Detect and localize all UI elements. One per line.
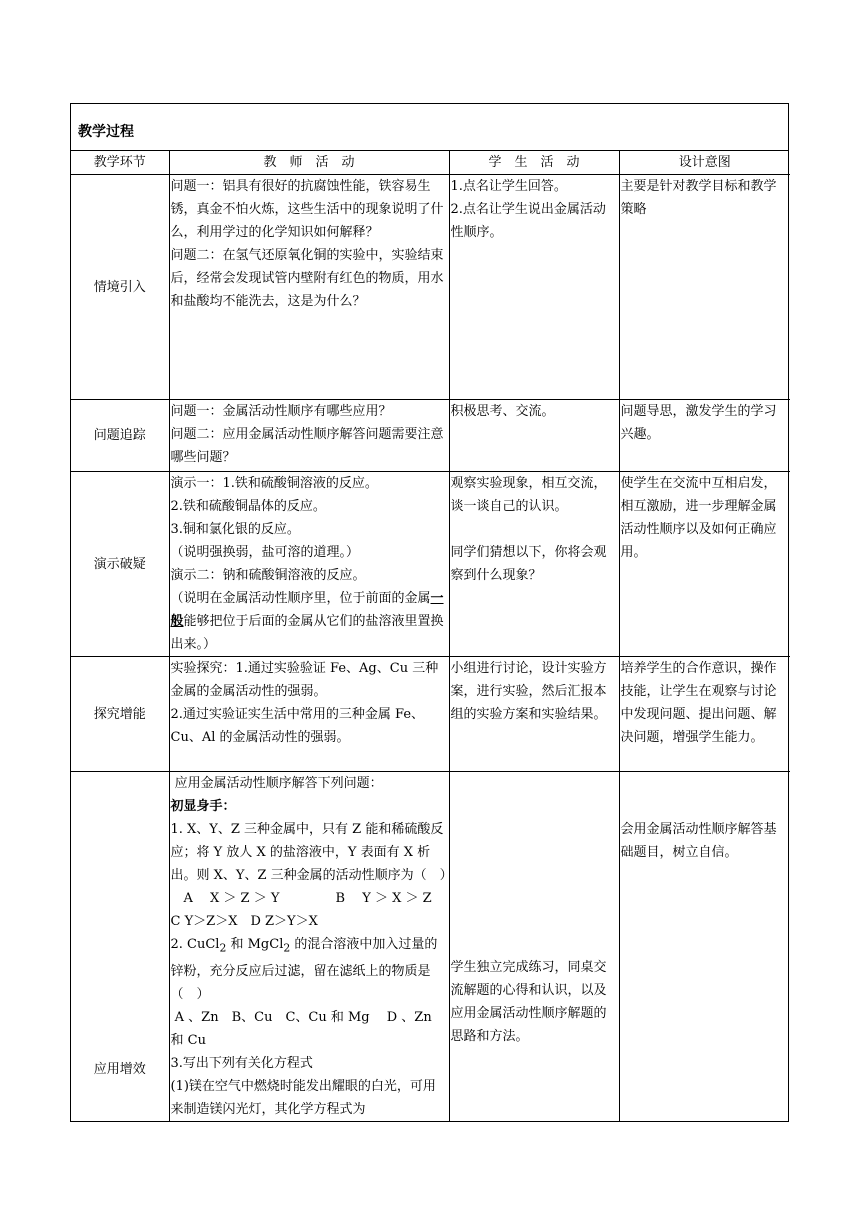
table-row — [71, 175, 790, 400]
teacher-text: 演示二：钠和硫酸铜溶液的反应。 — [170, 568, 366, 583]
question-1: 1. X、Y、Z 三种金属中，只有 Z 能和稀硫酸反应；将 Y 放人 X 的盐溶液中，Y 表面有 X 析出。则 X、Y、Z 三种金属的活动性顺序为（ ） — [170, 822, 453, 883]
teacher-text: 问题二：在氢气还原氧化铜的实验中，实验结束后，经常会发现试管内壁附有红色的物质，用水和盐酸均不能洗去，这是为什么？ — [170, 248, 444, 309]
q2-subscript: 2 — [283, 941, 291, 955]
student-cell — [449, 400, 619, 472]
intent-text: 问题导思，激发学生的学习兴趣。 — [620, 404, 777, 442]
q2-text: 的混合溶液中加入过量的锌粉，充分反应后过滤，留在滤纸上的物质是（ ） — [170, 937, 438, 1002]
student-cell — [449, 772, 619, 1121]
teacher-text: 2.通过实验证实生活中常用的三种金属 Fe、Cu、Al 的金属活动性的强弱。 — [170, 707, 425, 745]
teacher-text: 演示一：1.铁和硫酸铜溶液的反应。 — [170, 476, 378, 491]
teacher-cell — [169, 175, 449, 400]
stage-cell: 探究增能 — [71, 657, 169, 772]
intent-cell — [619, 657, 790, 772]
stage-cell: 演示破疑 — [71, 472, 169, 657]
teaching-process-table — [71, 151, 790, 1121]
q2-subscript: 2 — [219, 941, 227, 955]
teacher-text: （说明强换弱，盐可溶的道理。） — [170, 545, 360, 560]
note-text: （说明在金属活动性顺序里，位于前面的金属 — [170, 591, 431, 606]
teacher-text: 3.铜和氯化银的反应。 — [170, 522, 300, 537]
intent-text: 使学生在交流中互相启发，相互激励，进一步理解金属活动性顺序以及如何正确应用。 — [620, 476, 777, 560]
student-text: 小组进行讨论，设计实验方案，进行实验，然后汇报本组的实验方案和实验结果。 — [450, 661, 607, 722]
note-text: 能够把位于后面的金属从它们的盐溶液里置换出来。） — [170, 614, 444, 652]
intent-cell — [619, 175, 790, 400]
intent-text: 会用金属活动性顺序解答基础题目，树立自信。 — [620, 822, 777, 860]
teaching-process-frame — [70, 103, 789, 1122]
note-emphasis: 一般 — [170, 591, 444, 629]
stage-cell: 情境引入 — [71, 175, 169, 400]
intent-text: 主要是针对教学目标和教学策略 — [620, 179, 777, 217]
teacher-text: 问题一：金属活动性顺序有哪些应用？ — [170, 404, 392, 419]
teacher-cell — [169, 472, 449, 657]
student-text: 观察实验现象，相互交流，谈一谈自己的认识。 — [450, 476, 607, 514]
question-3: 3.写出下列有关化方程式 — [170, 1055, 313, 1071]
question-2 — [171, 933, 448, 1006]
header-stage: 教学环节 — [71, 151, 169, 175]
stage-cell: 应用增效 — [71, 772, 169, 1121]
student-text: 积极思考、交流。 — [450, 404, 555, 419]
teacher-text: 应用金属活动性顺序解答下列问题： — [170, 776, 383, 791]
question-2-options: A 、Zn B、Cu C、Cu 和 Mg D 、Zn 和 Cu — [170, 1009, 436, 1048]
q2-text: 和 MgCl — [226, 937, 284, 952]
intent-cell — [619, 472, 790, 657]
q2-text: 2. CuCl — [170, 937, 220, 952]
header-intent: 设计意图 — [619, 151, 790, 175]
table-row — [71, 472, 790, 657]
teacher-cell — [169, 657, 449, 772]
question-3-1: (1)镁在空气中燃烧时能发出耀眼的白光，可用来制造镁闪光灯，其化学方程式为 — [170, 1078, 436, 1117]
student-text: 1.点名让学生回答。 — [450, 179, 567, 194]
table-header-row — [71, 151, 790, 175]
student-text: 同学们猜想以下，你将会观察到什么现象？ — [450, 545, 607, 583]
teacher-text: 2.铁和硫酸铜晶体的反应。 — [170, 499, 326, 514]
student-text: 2.点名让学生说出金属活动性顺序。 — [450, 202, 606, 240]
header-teacher: 教 师 活 动 — [169, 151, 449, 175]
intent-cell — [619, 400, 790, 472]
teacher-text: 实验探究：1.通过实验验证 Fe、Ag、Cu 三种金属的金属活动性的强弱。 — [170, 661, 439, 699]
intent-cell — [619, 772, 790, 1121]
teacher-text: 问题二：应用金属活动性顺序解答问题需要注意哪些问题？ — [170, 427, 444, 465]
question-1-options: A X ＞ Z ＞ Y B Y ＞ X ＞ Z C Y＞Z＞X D Z＞Y＞X — [170, 891, 449, 929]
student-cell — [449, 657, 619, 772]
student-text: 学生独立完成练习，同桌交流解题的心得和认识，以及应用金属活动性顺序解题的思路和方法。 — [450, 960, 607, 1044]
teacher-subheading: 初显身手： — [170, 799, 236, 814]
section-title: 教学过程 — [71, 104, 788, 151]
teacher-text: 问题一：铝具有很好的抗腐蚀性能，铁容易生锈，真金不怕火炼，这些生活中的现象说明了什么，利用学过的化学知识如何解释？ — [170, 179, 444, 240]
teacher-cell — [169, 400, 449, 472]
table-row — [71, 657, 790, 772]
header-student: 学 生 活 动 — [449, 151, 619, 175]
student-cell — [449, 472, 619, 657]
stage-cell: 问题追踪 — [71, 400, 169, 472]
student-cell — [449, 175, 619, 400]
intent-text: 培养学生的合作意识，操作技能，让学生在观察与讨论中发现问题、提出问题、解决问题，增强学生能力。 — [620, 661, 777, 745]
table-row — [71, 400, 790, 472]
teacher-note — [171, 587, 448, 656]
table-row — [71, 772, 790, 1121]
teacher-cell — [169, 772, 453, 1121]
